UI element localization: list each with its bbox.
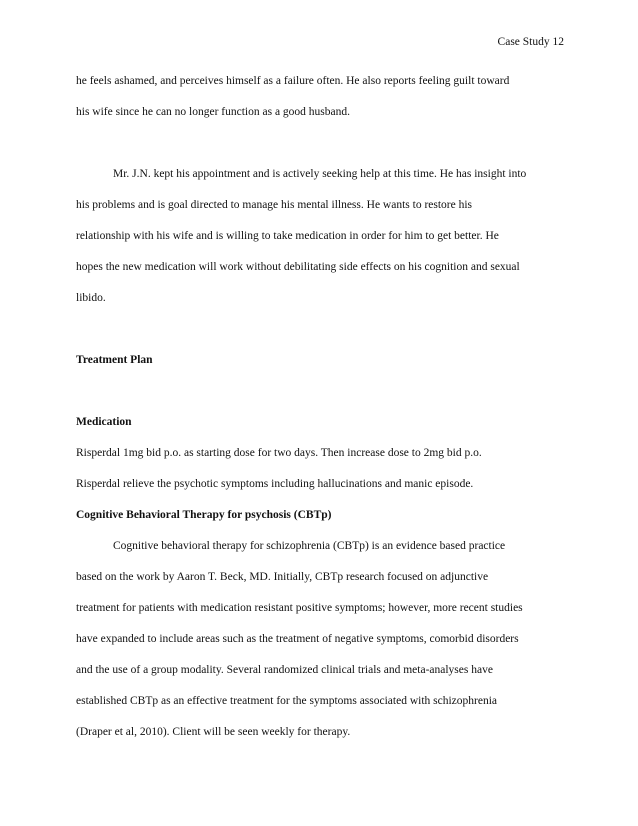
text-line: Risperdal 1mg bid p.o. as starting dose for two days. Then increase dose to 2mg bid p.o. [76, 447, 482, 459]
text-line: relationship with his wife and is willing to take medication in order for him to get better. He [76, 230, 499, 242]
text-line: Risperdal relieve the psychotic symptoms including hallucinations and manic episode. [76, 478, 474, 490]
heading-treatment-plan: Treatment Plan [76, 354, 153, 366]
blank-line [76, 314, 564, 345]
heading-cbtp: Cognitive Behavioral Therapy for psychosis (CBTp) [76, 509, 332, 521]
blank-line [76, 128, 564, 159]
text-line: established CBTp as an effective treatment for the symptoms associated with schizophrenia [76, 695, 498, 707]
text-line: his wife since he can no longer function as a good husband. [76, 106, 351, 118]
text-line: Mr. J.N. kept his appointment and is actively seeking help at this time. He has insight into [113, 168, 527, 180]
blank-line [76, 376, 564, 407]
heading-medication: Medication [76, 416, 132, 428]
running-head: Case Study 12 [497, 36, 564, 48]
text-line: (Draper et al, 2010). Client will be seen weekly for therapy. [76, 726, 351, 738]
text-line: libido. [76, 292, 106, 304]
paragraph-continuation [76, 66, 564, 128]
text-line: his problems and is goal directed to manage his mental illness. He wants to restore his [76, 199, 473, 211]
text-line: he feels ashamed, and perceives himself as a failure often. He also reports feeling guilt toward [76, 75, 510, 87]
text-line: Cognitive behavioral therapy for schizophrenia (CBTp) is an evidence based practice [113, 540, 506, 552]
text-line: hopes the new medication will work without debilitating side effects on his cognition and sexual [76, 261, 520, 273]
body-text [76, 66, 564, 748]
text-line: have expanded to include areas such as the treatment of negative symptoms, comorbid disorders [76, 633, 519, 645]
text-line: and the use of a group modality. Several randomized clinical trials and meta-analyses have [76, 664, 493, 676]
paragraph-patient-status [76, 159, 564, 314]
text-line: treatment for patients with medication resistant positive symptoms; however, more recent studies [76, 602, 523, 614]
text-line: based on the work by Aaron T. Beck, MD. Initially, CBTp research focused on adjunctive [76, 571, 489, 583]
paragraph-medication [76, 438, 564, 500]
paragraph-cbtp [76, 531, 564, 748]
